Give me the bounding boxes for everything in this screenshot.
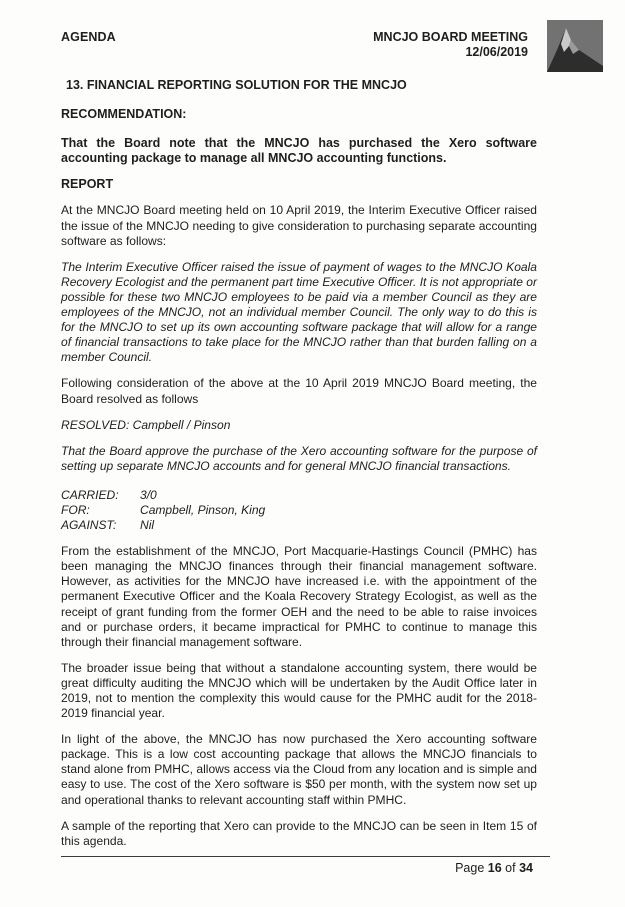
- paragraph-1: At the MNCJO Board meeting held on 10 April 2019, the Interim Executive Officer raised the issue of the MNCJO needing to give consideration to purchasing separate accounting software as follows:: [61, 203, 537, 248]
- quote-2: That the Board approve the purchase of the Xero accounting software for the purpose of setting up separate MNCJO accounts and for general MNCJO financial transactions.: [61, 443, 537, 473]
- agenda-item-body: [61, 78, 537, 849]
- paragraph-2: Following consideration of the above at the 10 April 2019 MNCJO Board meeting, the Board resolved as follows: [61, 376, 537, 406]
- header-meeting: [373, 30, 528, 59]
- paragraph-4: The broader issue being that without a standalone accounting system, there would be great difficulty auditing the MNCJO which will be undertaken by the Audit Office later in 2019, not to mention the complexity this would cause for the PMHC audit for the 2018-2019 financial year.: [61, 660, 537, 721]
- header-meeting-title: MNCJO BOARD MEETING: [373, 30, 528, 44]
- vote-row-for: [61, 503, 265, 518]
- page-number: [455, 861, 533, 875]
- recommendation-heading: RECOMMENDATION:: [61, 107, 187, 122]
- footer-divider: [61, 856, 550, 857]
- vote-table: [61, 488, 265, 533]
- section-title: 13. FINANCIAL REPORTING SOLUTION FOR THE MNCJO: [66, 78, 407, 92]
- paragraph-5: In light of the above, the MNCJO has now purchased the Xero accounting software package. This is a low cost accounting package that allows the MNCJO financials to stand alone from PMHC, allows access via the Cloud from any location and is simple and easy to use. The cost of the Xero software is $50 per month, with the system now set up and operational thanks to relevant accounting staff within PMHC.: [61, 732, 537, 807]
- page-total: 34: [519, 861, 533, 875]
- header-meeting-date: 12/06/2019: [465, 44, 528, 59]
- header-agenda: AGENDA: [61, 30, 116, 44]
- vote-value: Campbell, Pinson, King: [140, 502, 266, 517]
- vote-row-against: [61, 518, 265, 533]
- vote-key: AGAINST:: [61, 518, 117, 533]
- page-current: 16: [487, 861, 502, 875]
- paragraph-3: From the establishment of the MNCJO, Port Macquarie-Hastings Council (PMHC) has been managing the MNCJO finances through their financial management software. However, as activities for the MNCJO have increased i.e. with the appointment of the permanent Executive Officer and the Koala Recovery Strategy Ecologist, as well as the receipt of grant funding from the former OEH and the need to be able to raise invoices and or purchase orders, it became impractical for PMHC to continue to manage this through their financial management software.: [61, 544, 537, 649]
- quote-1: The Interim Executive Officer raised the issue of payment of wages to the MNCJO Koala Recovery Ecologist and the permanent part time Executive Officer. It is not appropriate or possible for these two MNCJO employees to be paid via a member Council as they are employees of the MNCJO, not an individual member Council. The only way to do this is for the MNCJO to set up its own accounting software package that will allow for a range of financial transactions to take place for the MNCJO rather than that burden falling on a member Council.: [61, 259, 537, 365]
- paragraph-6: A sample of the reporting that Xero can provide to the MNCJO can be seen in Item 15 of this agenda.: [61, 818, 537, 848]
- report-heading: REPORT: [61, 177, 114, 192]
- recommendation-text: That the Board note that the MNCJO has purchased the Xero software accounting package to manage all MNCJO accounting functions.: [61, 136, 537, 166]
- vote-value: 3/0: [140, 487, 157, 502]
- vote-key: CARRIED:: [61, 487, 119, 502]
- page-of-label: of: [505, 861, 516, 875]
- resolved-line: RESOLVED: Campbell / Pinson: [61, 417, 231, 432]
- vote-row-carried: [61, 488, 265, 503]
- mountain-logo-icon: [547, 20, 603, 72]
- vote-value: Nil: [140, 518, 155, 533]
- page-label: Page: [455, 861, 485, 875]
- vote-key: FOR:: [61, 502, 90, 517]
